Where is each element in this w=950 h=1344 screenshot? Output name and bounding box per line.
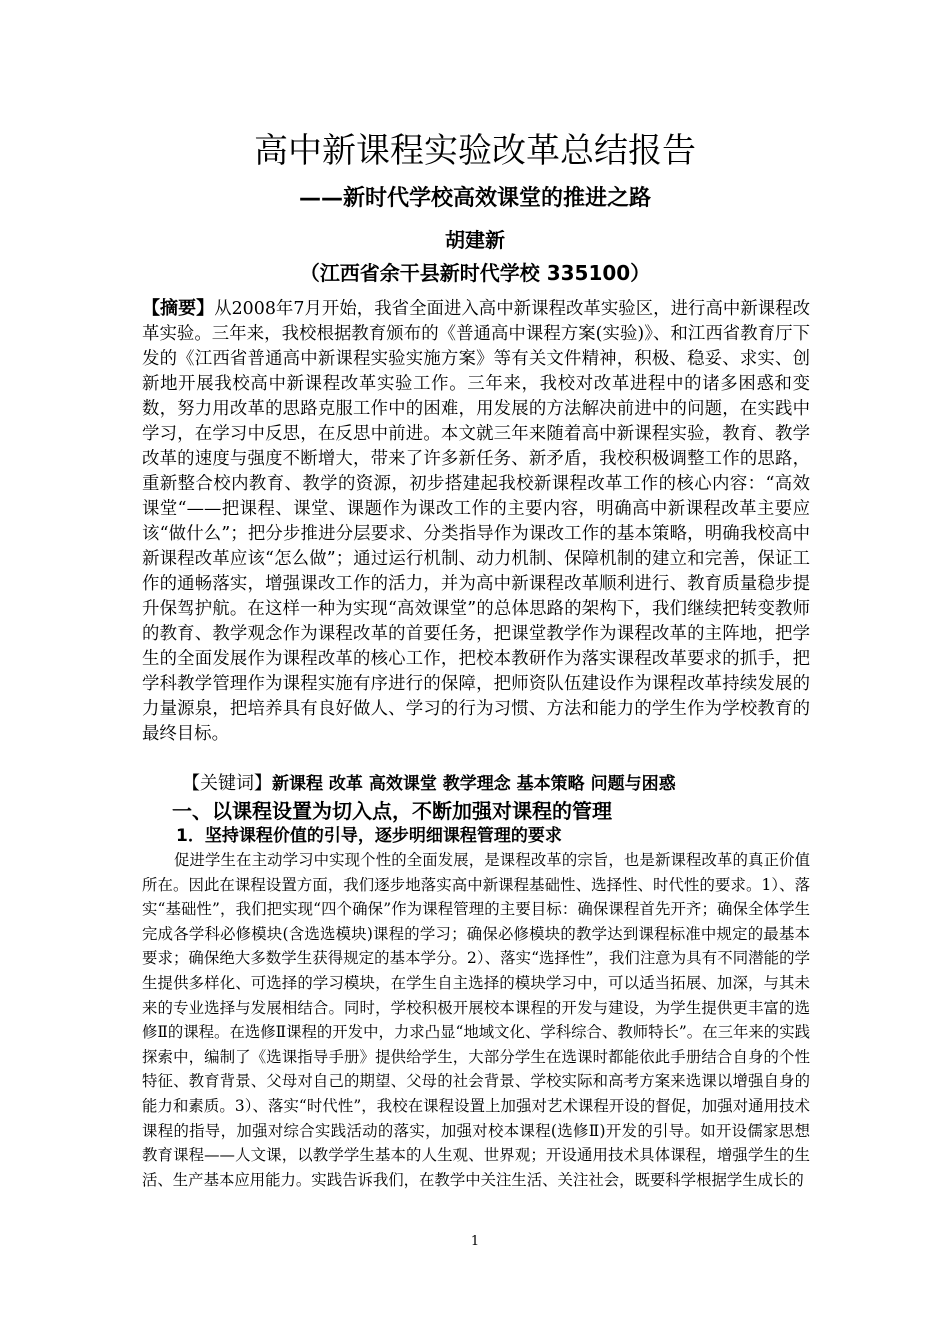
page-number: 1 xyxy=(470,1234,480,1249)
author-name: 胡建新 xyxy=(445,228,505,252)
body-paragraph: 促进学生在主动学习中实现个性的全面发展，是课程改革的宗旨，也是新课程改革的真正价值所在。因此在课程设置方面，我们逐步地落实高中新课程基础性、选择性、时代性的要求。1）、落实“基础性”，我们把实现“四个确保”作为课程管理的主要目标：确保课程首先开齐；确保全体学生完成各学科必修模块(含选选模块)课程的学习；确保必修模块的教学达到课程标准中规定的最基本要求；确保绝大多数学生获得规定的基本学分。2）、落实“选择性”，我们注意为具有不同潜能的学生提供多样化、可选择的学习模块，在学生自主选择的模块学习中，可以适当拓展、加深，与其未来的专业选择与发展相结合。同时，学校积极开展校本课程的开发与建设，为学生提供更丰富的选修Ⅱ的课程。在选修Ⅱ课程的开发中，力求凸显“地域文化、学科综合、教师特长”。在三年来的实践探索中，编制了《选课指导手册》提供给学生，大部分学生在选课时都能依此手册结合自身的个性特征、教育背景、父母对自己的期望、父母的社会背景、学校实际和高考方案来选课以增强自身的能力和素质。3）、落实“时代性”，我校在课程设置上加强对艺术课程开设的督促，加强对通用技术课程的指导，加强对综合实践活动的落实，加强对校本课程(选修Ⅱ)开发的引导。如开设儒家思想教育课程——人文课，以教学学生基本的人生观、世界观；开设通用技术具体课程，增强学生的生活、生产基本应用能力。实践告诉我们，在教学中关注生活、关注社会，既要科学根据学生成长的 xyxy=(142,851,810,1189)
abstract-paragraph xyxy=(142,296,810,747)
author-affiliation: （江西省余干县新时代学校 335100） xyxy=(299,261,651,285)
keywords-text: 新课程 改革 高效课堂 教学理念 基本策略 问题与困惑 xyxy=(272,774,676,794)
keywords-label: 【关键词】 xyxy=(182,773,272,794)
document-title: 高中新课程实验改革总结报告 xyxy=(254,131,696,171)
document-subtitle: ——新时代学校高效课堂的推进之路 xyxy=(298,186,651,211)
section-heading: 一、以课程设置为切入点，不断加强对课程的管理 xyxy=(172,799,612,823)
subsection-heading: 1．坚持课程价值的引导，逐步明细课程管理的要求 xyxy=(176,826,562,846)
abstract-label: 【摘要】 xyxy=(142,298,215,319)
abstract-text: 从2008年7月开始，我省全面进入高中新课程改革实验区，进行高中新课程改革实验。三年来，我校根据教育颁布的《普通高中课程方案(实验)》、和江西省教育厅下发的《江西省普通高中新课程实验实施方案》等有关文件精神，积极、稳妥、求实、创新地开展我校高中新课程改革实验工作。三年来，我校对改革进程中的诸多困惑和变数，努力用改革的思路克服工作中的困难，用发展的方法解决前进中的问题，在实践中学习，在学习中反思，在反思中前进。本文就三年来随着高中新课程实验，教育、教学改革的速度与强度不断增大，带来了许多新任务、新矛盾，我校积极调整工作的思路，重新整合校内教育、教学的资源，初步搭建起我校新课程改革工作的核心内容：“高效课堂“——把课程、课堂、课题作为课改工作的主要内容，明确高中新课程改革主要应该“做什么”；把分步推进分层要求、分类指导作为课改工作的基本策略，明确我校高中新课程改革应该“怎么做”；通过运行机制、动力机制、保障机制的建立和完善，保证工作的通畅落实，增强课改工作的活力，并为高中新课程改革顺利进行、教育质量稳步提升保驾护航。在这样一种为实现“高效课堂”的总体思路的架构下，我们继续把转变教师的教育、教学观念作为课程改革的首要任务，把课堂教学作为课程改革的主阵地，把学生的全面发展作为课程改革的核心工作，把校本教研作为落实课程改革要求的抓手，把学科教学管理作为课程实施有序进行的保障，把师资队伍建设作为课程改革持续发展的力量源泉，把培养具有良好做人、学习的行为习惯、方法和能力的学生作为学校教育的最终目标。 xyxy=(142,299,811,744)
keywords-line xyxy=(142,771,810,797)
